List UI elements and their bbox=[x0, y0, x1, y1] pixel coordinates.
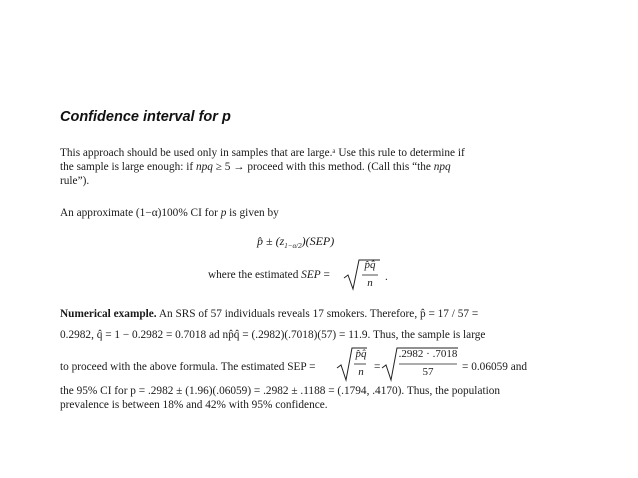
example-label: Numerical example. bbox=[60, 308, 157, 320]
ci-formula-tail: )(SEP) bbox=[301, 234, 335, 248]
section-heading: Confidence interval for p bbox=[60, 109, 231, 125]
intro-line-2-a: the sample is large enough: if bbox=[60, 161, 196, 173]
sep-definition bbox=[208, 268, 330, 282]
example-line-2: 0.2982, q̂ = 1 − 0.2982 = 0.7018 ad np̂q̂ = (.2982)(.7018)(57) = 11.9. Thus, the sample is large bbox=[60, 329, 486, 341]
intro-line-2-c: ≥ 5 → proceed with this method. (Call this “the bbox=[212, 161, 434, 173]
ci-formula bbox=[257, 234, 334, 250]
intro-line-3: rule”). bbox=[60, 175, 90, 187]
ci-intro-p: p bbox=[220, 207, 227, 219]
ci-formula-main: p̂ ± (z bbox=[257, 234, 285, 248]
intro-line-1: This approach should be used only in samples that are large.ᵃ Use this rule to determine if bbox=[60, 147, 465, 159]
ci-formula-subscript: 1−α/2 bbox=[284, 242, 302, 250]
example-line-3a: to proceed with the above formula. The estimated SEP = bbox=[60, 361, 316, 373]
example-equals: = bbox=[374, 361, 381, 373]
ci-intro-line bbox=[60, 206, 279, 220]
ci-intro-suffix: is given by bbox=[226, 207, 279, 219]
example-line-1 bbox=[60, 307, 478, 321]
sep-fraction-numerator: p̂q̂ bbox=[364, 259, 376, 271]
sep-end-period: . bbox=[385, 271, 388, 283]
example-frac2-denominator: 57 bbox=[422, 366, 434, 378]
example-line-5: prevalence is between 18% and 42% with 95% confidence. bbox=[60, 399, 328, 411]
ci-intro-prefix: An approximate (1−α)100% CI for bbox=[60, 207, 221, 219]
intro-npq-2: npq bbox=[433, 161, 451, 173]
example-line-4: the 95% CI for p = .2982 ± (1.96)(.06059) = .2982 ± .1188 = (.1794, .4170). Thus, the population bbox=[60, 385, 501, 397]
intro-npq-1: npq bbox=[195, 161, 213, 173]
sep-prefix: where the estimated bbox=[208, 269, 302, 281]
example-line-3b: = 0.06059 and bbox=[462, 361, 528, 373]
intro-line-2 bbox=[60, 160, 451, 174]
example-frac1-numerator: p̂q̂ bbox=[355, 348, 367, 360]
sep-symbol: SEP bbox=[301, 269, 321, 281]
example-line-1-text: An SRS of 57 individuals reveals 17 smokers. Therefore, p̂ = 17 / 57 = bbox=[156, 308, 479, 320]
example-frac2-numerator: .2982 · .7018 bbox=[398, 348, 458, 360]
sep-fraction-denominator: n bbox=[367, 277, 373, 289]
sep-eq: = bbox=[320, 269, 330, 281]
example-frac1-denominator: n bbox=[358, 366, 364, 378]
